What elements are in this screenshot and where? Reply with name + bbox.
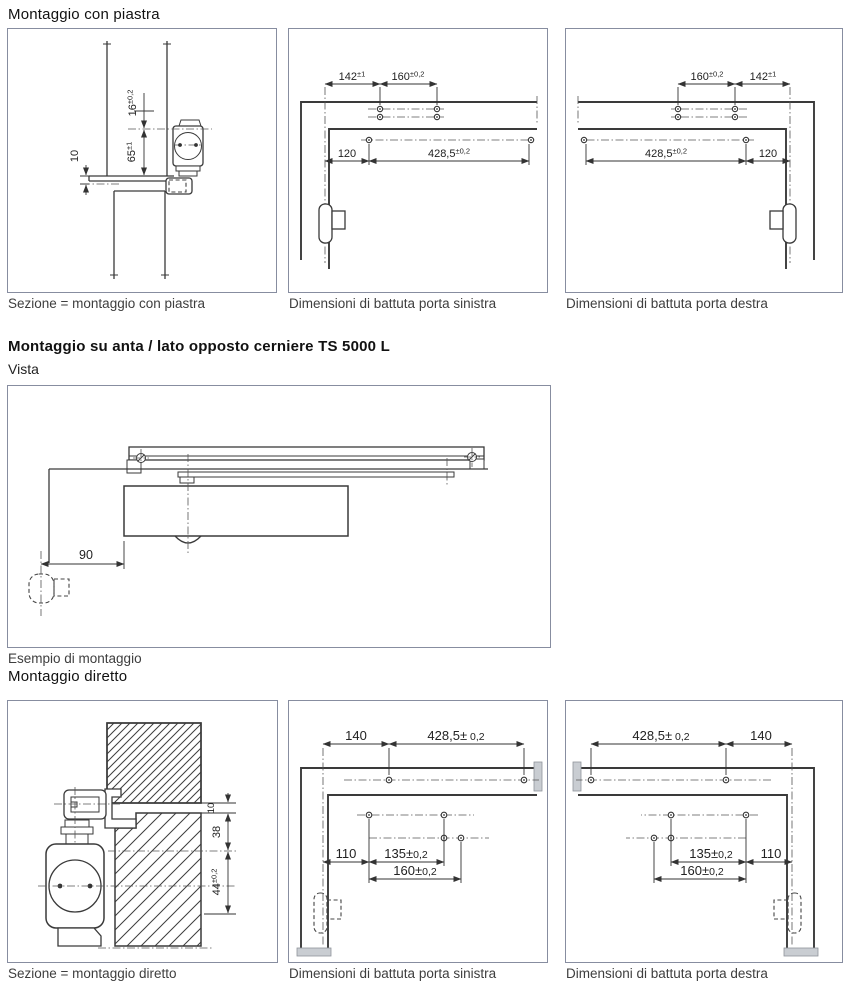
caption-battuta-sinistra-diretto: Dimensioni di battuta porta sinistra <box>289 966 497 981</box>
dim-38-label: 38 <box>211 825 223 839</box>
caption-sezione-diretto: Sezione = montaggio diretto <box>8 966 177 981</box>
hinge <box>319 204 345 243</box>
section-title-montaggio-su-anta: Montaggio su anta / lato opposto cerniere TS 5000 L <box>8 338 390 355</box>
dim-428-label: 428,5± 0,2 <box>427 728 485 743</box>
esempio-montaggio-drawing <box>8 386 550 647</box>
panel-battuta-destra-piastra <box>565 28 843 293</box>
sezione-piastra-drawing <box>8 29 276 292</box>
dimension-90 <box>41 541 124 616</box>
caption-battuta-destra-piastra: Dimensioni di battuta porta destra <box>566 296 768 311</box>
dim-44-label: $44^{\pm 0,2}$ <box>209 868 223 896</box>
caption-battuta-destra-diretto: Dimensioni di battuta porta destra <box>566 966 768 981</box>
section-title-montaggio-diretto: Montaggio diretto <box>8 668 128 685</box>
mounting-plate <box>82 176 174 184</box>
battuta-destra-piastra-drawing <box>566 29 842 292</box>
battuta-destra-diretto-drawing <box>566 701 842 962</box>
subtitle-vista: Vista <box>8 361 39 377</box>
panel-esempio-montaggio <box>7 385 551 648</box>
dimension-16 <box>126 90 155 128</box>
dim-110-label: 110 <box>335 846 357 861</box>
panel-sezione-diretto <box>7 700 278 963</box>
panel-sezione-piastra <box>7 28 277 293</box>
dim-135-label: 135±0,2 <box>689 846 733 861</box>
battuta-sinistra-piastra-drawing <box>289 29 547 292</box>
dim-90-label: 90 <box>79 548 93 562</box>
panel-battuta-destra-diretto <box>565 700 843 963</box>
dim-140-label: 140 <box>345 728 367 743</box>
dim-110-label: 110 <box>760 846 782 861</box>
battuta-sinistra-diretto-drawing <box>289 701 547 962</box>
dim-142-label: $142^{\pm 1}$ <box>749 69 777 83</box>
svg-text:16±0,2: $16^{\pm 0,2}$ <box>125 89 139 117</box>
panel-battuta-sinistra-piastra <box>288 28 548 293</box>
slide-rail-section <box>166 178 192 194</box>
dimension-65 <box>125 130 145 175</box>
dim-160-label: $160^{\pm 0,2}$ <box>391 69 425 83</box>
caption-battuta-sinistra-piastra: Dimensioni di battuta porta sinistra <box>289 296 497 311</box>
frame-outer <box>301 102 537 260</box>
dim-120-label: 120 <box>758 148 778 160</box>
dim-428-label: $428,5^{\pm 0,2}$ <box>427 146 471 160</box>
dim-160-label: 160±0,2 <box>393 863 437 878</box>
caption-esempio-montaggio: Esempio di montaggio <box>8 651 142 666</box>
caption-sezione-piastra: Sezione = montaggio con piastra <box>8 296 206 311</box>
dim-142-label: $142^{\pm 1}$ <box>338 69 366 83</box>
dim-160-label: 160±0,2 <box>680 863 724 878</box>
dim-10-label: 10 <box>206 802 217 814</box>
door-closer-body <box>173 120 203 176</box>
dim-140-label: 140 <box>750 728 772 743</box>
panel-battuta-sinistra-diretto <box>288 700 548 963</box>
svg-text:10: 10 <box>69 149 81 163</box>
dim-135-label: 135±0,2 <box>384 846 428 861</box>
closer-arm <box>178 458 454 486</box>
svg-text:65±1: $65^{\pm 1}$ <box>124 141 138 163</box>
dim-120-label: 120 <box>337 148 357 160</box>
hinge-dashed <box>29 574 69 603</box>
section-title-montaggio-con-piastra: Montaggio con piastra <box>8 6 160 23</box>
dimension-10 <box>69 150 89 195</box>
door-closer-body <box>46 844 104 946</box>
door-hatched <box>115 813 201 946</box>
dim-160-label: $160^{\pm 0,2}$ <box>690 69 724 83</box>
dim-428-label: 428,5± 0,2 <box>632 728 690 743</box>
dim-428-label: $428,5^{\pm 0,2}$ <box>644 146 688 160</box>
sezione-diretto-drawing <box>8 701 277 962</box>
